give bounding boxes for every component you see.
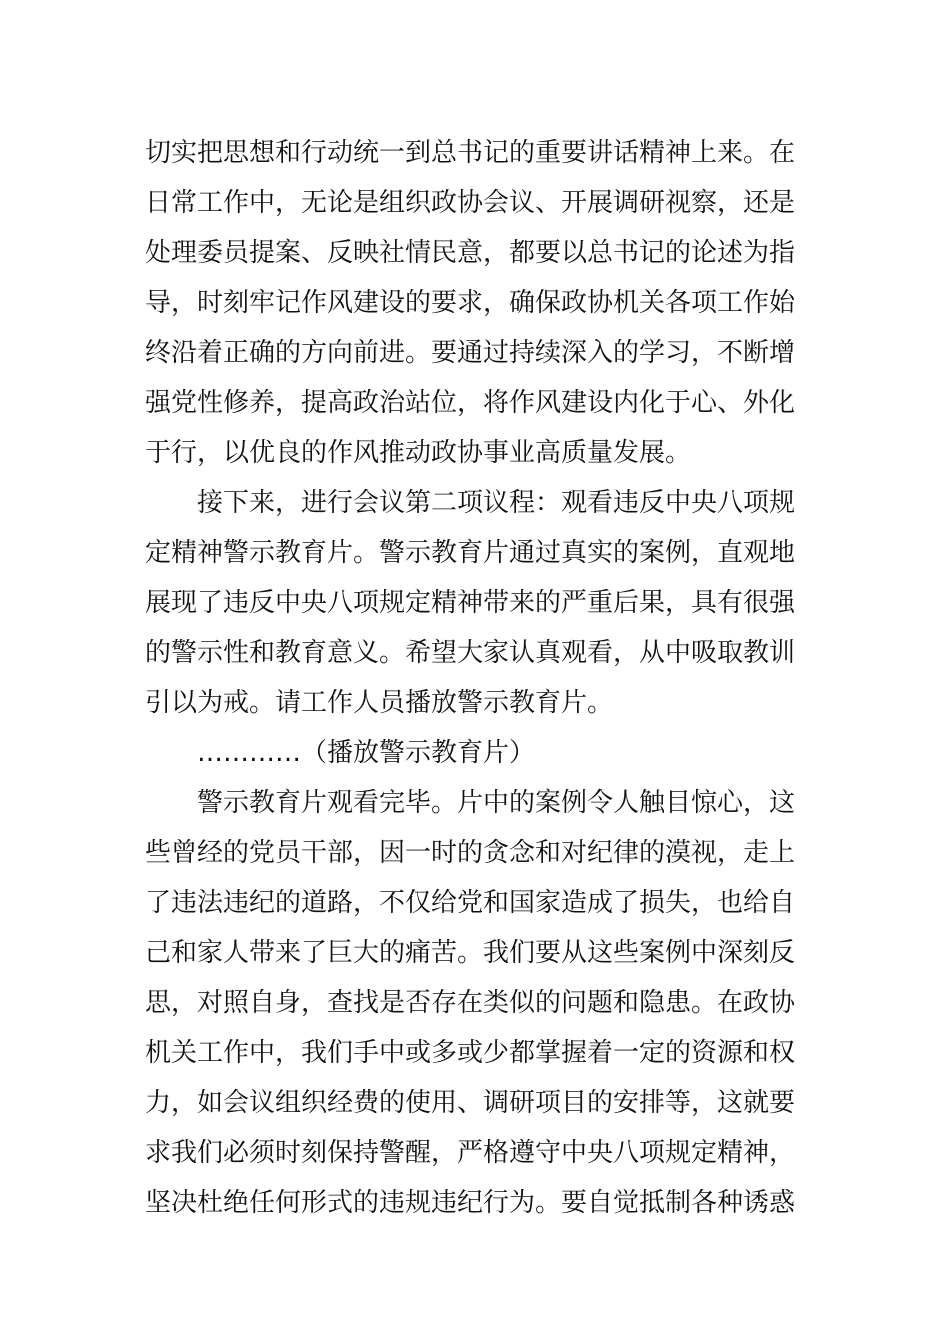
text-line: 引以为戒。请工作人员播放警示教育片。 [145,688,614,718]
text-line: 机关工作中，我们手中或多或少都掌握着一定的资源和权 [145,1038,796,1068]
text-line: 的警示性和教育意义。希望大家认真观看，从中吸取教训 [145,638,796,668]
text-line: 展现了违反中央八项规定精神带来的严重后果，具有很强 [145,588,796,618]
text-line: 些曾经的党员干部，因一时的贪念和对纪律的漠视，走上 [145,838,796,868]
text-line: 处理委员提案、反映社情民意，都要以总书记的论述为指 [145,238,796,268]
text-line: 于行，以优良的作风推动政协事业高质量发展。 [145,438,692,468]
text-line: 己和家人带来了巨大的痛苦。我们要从这些案例中深刻反 [145,938,796,968]
text-line: 日常工作中，无论是组织政协会议、开展调研视察，还是 [145,188,796,218]
text-line: 强党性修养，提高政治站位，将作风建设内化于心、外化 [145,388,796,418]
text-line: 思，对照自身，查找是否存在类似的问题和隐患。在政协 [145,988,796,1018]
text-line: 定精神警示教育片。警示教育片通过真实的案例，直观地 [145,538,796,568]
text-line: 了违法违纪的道路，不仅给党和国家造成了损失，也给自 [145,888,796,918]
paragraph-start-line: 接下来，进行会议第二项议程：观看违反中央八项规 [197,488,796,518]
text-line: 坚决杜绝任何形式的违规违纪行为。要自觉抵制各种诱惑 [145,1188,796,1218]
text-line: 求我们必须时刻保持警醒，严格遵守中央八项规定精神， [145,1138,796,1168]
text-line: 导，时刻牢记作风建设的要求，确保政协机关各项工作始 [145,288,796,318]
text-line: 力，如会议组织经费的使用、调研项目的安排等，这就要 [145,1088,796,1118]
body-text [145,128,815,1228]
paragraph-start-line: 警示教育片观看完毕。片中的案例令人触目惊心，这 [197,788,796,818]
text-line: 切实把思想和行动统一到总书记的重要讲话精神上来。在 [145,138,796,168]
stage-direction-line: …………（播放警示教育片） [197,738,536,768]
text-line: 终沿着正确的方向前进。要通过持续深入的学习，不断增 [145,338,796,368]
